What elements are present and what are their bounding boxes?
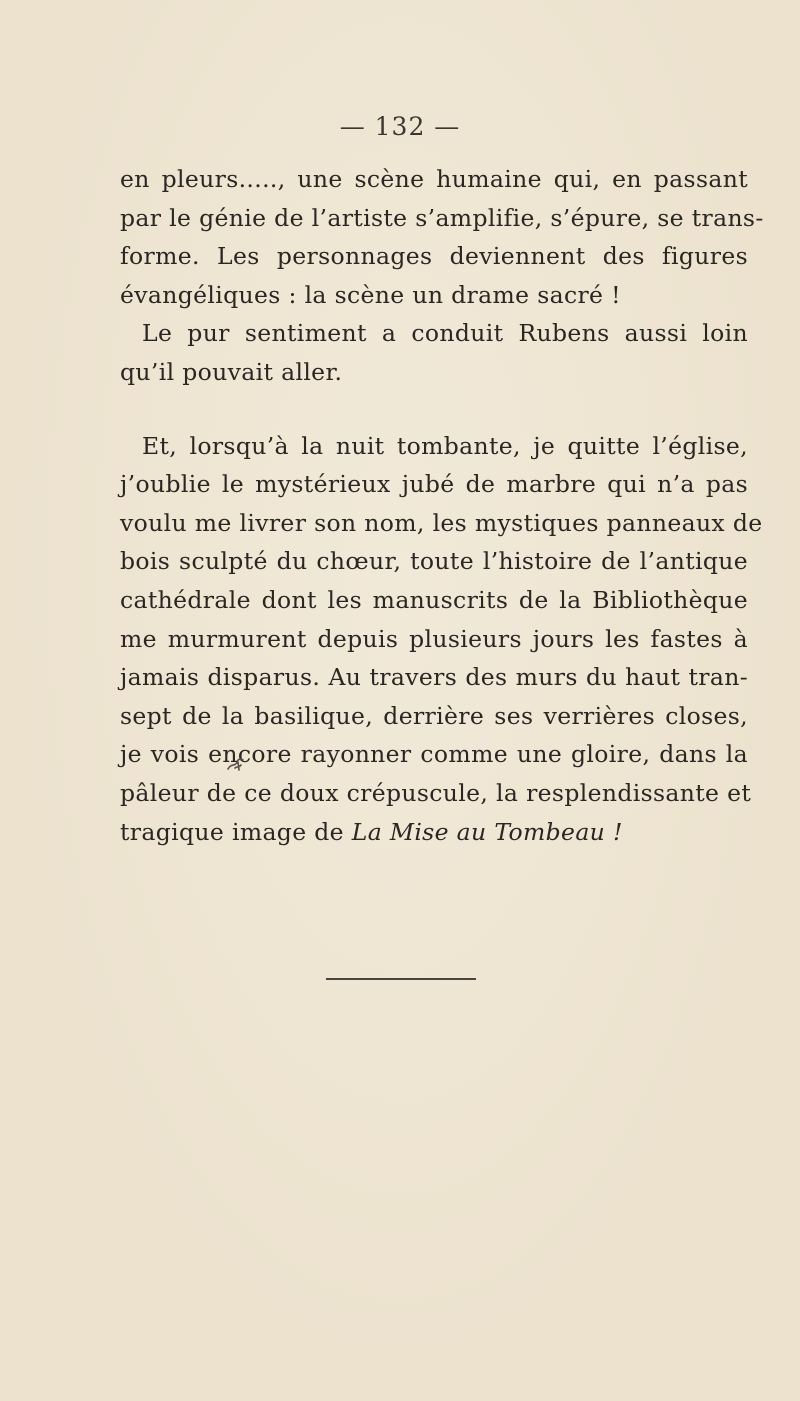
text-line: voulu me livrer son nom, les mystiques panneaux de [120,508,763,537]
body-text [120,160,764,851]
text-line: qu’il pouvait aller. [120,357,343,386]
text-line: bois sculpté du chœur, toute l’histoire de l’antique [120,547,748,576]
divider-rule [326,978,476,980]
text-line: sept de la basilique, derrière ses verrières closes, [120,701,748,730]
text-line: me murmurent depuis plusieurs jours les fastes à [120,624,748,653]
text-line: j’oublie le mystérieux jubé de marbre qui n’a pas [120,470,748,499]
text-line: par le génie de l’artiste s’amplifie, s’épure, se trans- [120,203,764,232]
text-line: Et, lorsqu’à la nuit tombante, je quitte l’église, [142,431,748,460]
paragraph-gap [120,392,748,427]
text-line: en pleurs....., une scène humaine qui, en passant [120,165,748,193]
text-line: cathédrale dont les manuscrits de la Bibliothèque [120,585,748,614]
text-line: Le pur sentiment a conduit Rubens aussi loin [142,319,748,348]
fleuron-ornament-icon [226,756,246,772]
text-line: jamais disparus. Au travers des murs du haut tran- [120,663,748,692]
page-number: — 132 — [339,112,461,141]
text-line-prefix: tragique image de [120,817,352,846]
text-line [120,813,748,852]
text-line: je vois encore rayonner comme une gloire, dans la [120,740,748,769]
text-line: forme. Les personnages deviennent des figures [120,242,748,271]
text-line: pâleur de ce doux crépuscule, la resplendissante et [120,778,752,807]
artwork-title: La Mise au Tombeau ! [351,817,623,846]
text-line: évangéliques : la scène un drame sacré ! [120,280,621,309]
